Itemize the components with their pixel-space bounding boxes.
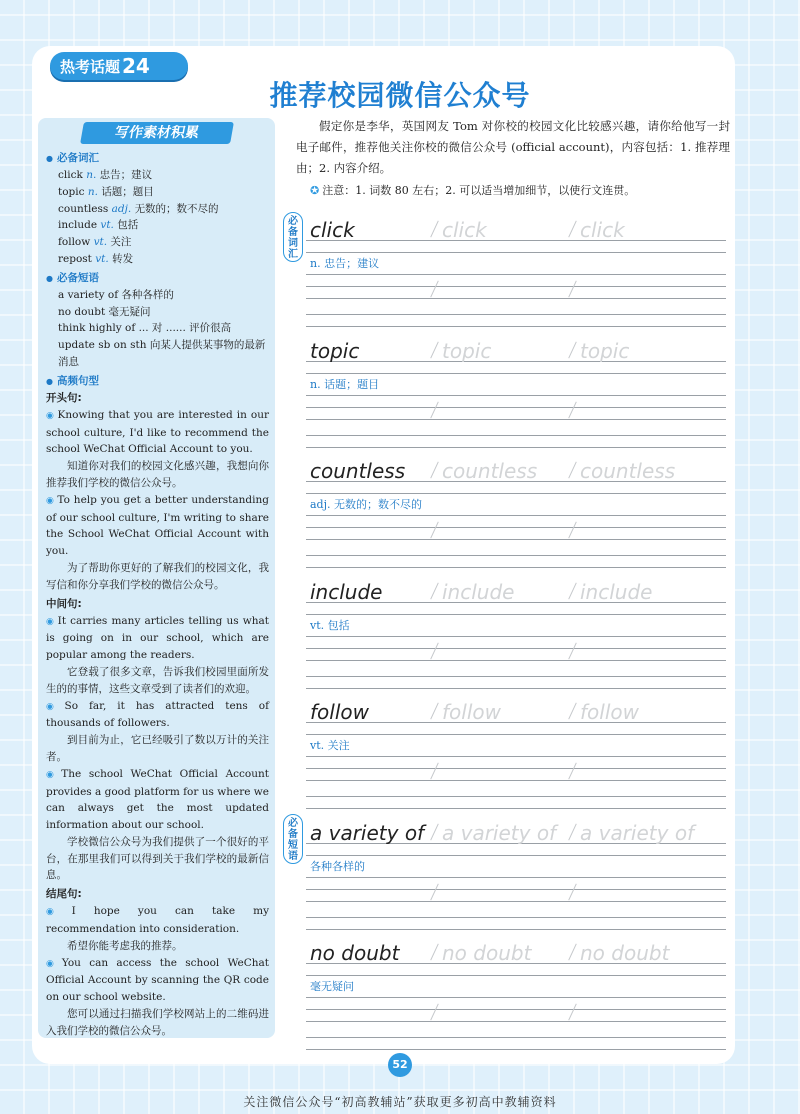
practice-word: follow xyxy=(310,700,369,724)
ruled-lines xyxy=(306,698,726,816)
sentence-item xyxy=(38,698,275,766)
badge-label: 热考话题 xyxy=(60,57,121,76)
ruled-line xyxy=(306,326,726,327)
writing-prompt: 假定你是李华，英国网友 Tom 对你校的校园文化比较感兴趣，请你给他写一封电子邮件，推荐他关注你校的微信公众号 (official account)，内容包括：1. 推荐理由；2. 内容介绍。 xyxy=(296,119,730,175)
practice-block xyxy=(306,216,726,334)
middle-sentences xyxy=(38,613,275,885)
ruled-line xyxy=(306,636,726,637)
ruled-lines xyxy=(306,337,726,455)
sentence-zh: 希望你能考虑我的推荐。 xyxy=(67,939,183,952)
ruled-line xyxy=(306,274,726,275)
ruled-line xyxy=(306,780,726,781)
practice-block xyxy=(306,457,726,575)
practice-meaning: adj. 无数的；数不尽的 xyxy=(310,498,423,511)
vocab-word: follow xyxy=(58,236,91,249)
page-title: 推荐校园微信公众号 xyxy=(269,79,531,112)
tag-char: 必 xyxy=(288,216,298,227)
practice-block xyxy=(306,939,726,1057)
ruled-line xyxy=(306,515,726,516)
ruled-line xyxy=(306,722,726,723)
ruled-line xyxy=(306,493,726,494)
vocab-tag xyxy=(283,212,303,262)
trace-word: no doubt xyxy=(442,941,532,965)
ruled-line xyxy=(306,855,726,856)
ruled-line xyxy=(306,1049,726,1050)
vocab-list xyxy=(38,167,275,268)
ruled-line xyxy=(306,734,726,735)
ruled-line xyxy=(306,298,726,299)
ending-sentences xyxy=(38,903,275,1038)
phrase-heading: ● 必备短语 xyxy=(46,270,275,285)
ruled-line xyxy=(306,567,726,568)
sentence-item xyxy=(38,955,275,1038)
sentence-heading: ● 高频句型 xyxy=(46,373,275,388)
ruled-line xyxy=(306,314,726,315)
ruled-line xyxy=(306,929,726,930)
ruled-line xyxy=(306,660,726,661)
vocab-word: repost xyxy=(58,252,92,265)
trace-word: topic xyxy=(580,338,630,363)
sentence-item xyxy=(38,766,275,885)
vocab-word: topic xyxy=(58,185,85,198)
vocab-item xyxy=(38,217,275,234)
vocab-heading: ● 必备词汇 xyxy=(46,150,275,165)
tag-char: 短 xyxy=(288,840,298,851)
ruled-line xyxy=(306,1037,726,1038)
ruled-line xyxy=(306,676,726,677)
sentence-zh: 为了帮助你更好的了解我们的校园文化，我写信和你分享我们学校的微信公众号。 xyxy=(46,561,269,591)
ruled-line xyxy=(306,555,726,556)
ruled-line xyxy=(306,768,726,769)
sidebar-header: 写作素材积累 xyxy=(80,122,234,144)
sentence-en: ◉ I hope you can take my recommendation into consideration. xyxy=(46,905,269,935)
vocab-meaning: 包括 xyxy=(117,219,139,232)
sentence-en: ◉ It carries many articles telling us what is going on in our school, which are popular among the readers. xyxy=(46,615,269,662)
vocab-meaning: 话题；题目 xyxy=(101,185,154,198)
ruled-line xyxy=(306,975,726,976)
opening-sentences xyxy=(38,407,275,594)
practice-block xyxy=(306,819,726,937)
vocab-item xyxy=(38,201,275,218)
ruled-line xyxy=(306,527,726,528)
tag-char: 备 xyxy=(288,829,298,840)
tag-char: 词 xyxy=(288,238,298,249)
practice-block xyxy=(306,698,726,816)
ruled-line xyxy=(306,286,726,287)
sentence-zh: 学校微信公众号为我们提供了一个很好的平台，在那里我们可以得到关于我们学校的最新信息。 xyxy=(46,835,269,882)
tag-char: 必 xyxy=(288,818,298,829)
practice-meaning: n. 话题；题目 xyxy=(310,377,380,391)
practice-meaning: vt. 关注 xyxy=(310,739,350,752)
star-icon: ✪ xyxy=(310,184,320,197)
trace-word: include xyxy=(580,579,653,604)
practice-meaning: 各种各样的 xyxy=(310,859,365,873)
vocab-pos: vt. xyxy=(93,236,108,249)
sentence-item xyxy=(38,613,275,698)
practice-word: click xyxy=(310,218,355,242)
sentence-en: ◉ So far, it has attracted tens of thousands of followers. xyxy=(46,700,269,730)
tag-char: 语 xyxy=(288,851,298,862)
tag-char: 汇 xyxy=(288,249,298,260)
ruled-line xyxy=(306,435,726,436)
ruled-line xyxy=(306,796,726,797)
phrase-item: update sb on sth 向某人提供某事物的最新消息 xyxy=(58,339,266,368)
practice-word: topic xyxy=(310,338,360,363)
practice-meaning: n. 忠告；建议 xyxy=(310,257,380,270)
trace-word: a variety of xyxy=(580,820,695,845)
ruled-line xyxy=(306,407,726,408)
ruled-line xyxy=(306,997,726,998)
ruled-line xyxy=(306,373,726,374)
writing-materials-sidebar xyxy=(38,118,275,1038)
ruled-line xyxy=(306,395,726,396)
opening-heading: 开头句: xyxy=(46,391,82,404)
ruled-line xyxy=(306,419,726,420)
practice-meaning: vt. 包括 xyxy=(310,618,350,632)
practice-word: countless xyxy=(310,459,406,483)
practice-word: a variety of xyxy=(310,820,425,845)
ending-heading: 结尾句: xyxy=(46,888,82,901)
sentence-zh: 知道你对我们的校园文化感兴趣，我想向你推荐我们学校的微信公众号。 xyxy=(46,460,269,489)
badge-number: 24 xyxy=(122,54,150,78)
page-number: 52 xyxy=(388,1053,412,1077)
sentence-zh: 它登载了很多文章，告诉我们校园里面所发生的的事情，这些文章受到了读者们的欢迎。 xyxy=(46,665,269,695)
trace-word: include xyxy=(442,579,515,604)
writing-note xyxy=(310,182,635,198)
ruled-line xyxy=(306,614,726,615)
vocab-pos: n. xyxy=(87,185,98,198)
trace-word: countless xyxy=(580,459,676,483)
trace-word: follow xyxy=(580,700,639,724)
sentence-en: ◉ The school WeChat Official Account provides a good platform for us where we can always get the most updated information about our school. xyxy=(46,768,269,831)
practice-block xyxy=(306,337,726,455)
ruled-lines xyxy=(306,216,726,334)
ruled-line xyxy=(306,889,726,890)
practice-meaning: 毫无疑问 xyxy=(310,980,354,993)
ruled-line xyxy=(306,901,726,902)
vocab-word: include xyxy=(58,219,98,232)
practice-word: include xyxy=(310,579,383,604)
trace-word: click xyxy=(580,218,625,242)
trace-word: a variety of xyxy=(442,820,557,845)
sentence-item xyxy=(38,407,275,492)
ruled-line xyxy=(306,252,726,253)
practice-word: no doubt xyxy=(310,941,400,965)
ruled-line xyxy=(306,447,726,448)
sentence-en: ◉ To help you get a better understanding of our school culture, I'm writing to share the School WeChat Official Account with you. xyxy=(46,494,269,557)
trace-word: no doubt xyxy=(580,941,670,965)
sentence-zh: 到目前为止，它已经吸引了数以万计的关注者。 xyxy=(46,734,269,763)
sentence-item xyxy=(38,903,275,954)
phrase-list xyxy=(38,287,275,371)
vocab-item xyxy=(38,251,275,268)
sentence-en: ◉ Knowing that you are interested in our school culture, I'd like to recommend the school WeChat Official Account to you. xyxy=(46,409,269,456)
tag-char: 备 xyxy=(288,227,298,238)
ruled-line xyxy=(306,877,726,878)
phrase-item: think highly of ... 对 ...... 评价很高 xyxy=(58,322,232,335)
vocab-meaning: 无数的；数不尽的 xyxy=(134,202,219,215)
ruled-line xyxy=(306,648,726,649)
vocab-word: click xyxy=(58,169,83,181)
vocab-pos: n. xyxy=(86,169,97,181)
vocab-pos: adj. xyxy=(111,202,132,215)
sentence-item xyxy=(38,492,275,594)
trace-word: follow xyxy=(442,700,501,724)
ruled-line xyxy=(306,361,726,362)
vocab-meaning: 忠告；建议 xyxy=(99,169,153,181)
ruled-line xyxy=(306,1021,726,1022)
vocab-item xyxy=(38,234,275,251)
ruled-line xyxy=(306,808,726,809)
footer-note: 关注微信公众号“初高教辅站”获取更多初高中教辅资料 xyxy=(243,1095,557,1109)
phrase-tag xyxy=(283,814,303,864)
vocab-pos: vt. xyxy=(100,219,114,232)
vocab-meaning: 转发 xyxy=(112,252,134,265)
ruled-line xyxy=(306,240,726,241)
ruled-line xyxy=(306,1009,726,1010)
sentence-zh: 您可以通过扫描我们学校网站上的二维码进入我们学校的微信公众号。 xyxy=(46,1008,269,1037)
vocab-item xyxy=(38,167,275,184)
ruled-line xyxy=(306,917,726,918)
ruled-line xyxy=(306,688,726,689)
practice-block xyxy=(306,578,726,696)
sentence-en: ◉ You can access the school WeChat Official Account by scanning the QR code on our school website. xyxy=(46,957,269,1004)
note-text: 注意：1. 词数 80 左右；2. 可以适当增加细节，以使行文连贯。 xyxy=(322,184,636,197)
ruled-line xyxy=(306,539,726,540)
vocab-item xyxy=(38,184,275,201)
trace-word: countless xyxy=(442,459,538,483)
vocab-meaning: 关注 xyxy=(110,236,132,249)
trace-word: topic xyxy=(442,338,492,363)
trace-word: click xyxy=(442,218,487,242)
phrase-item: no doubt 毫无疑问 xyxy=(58,305,151,318)
phrase-item: a variety of 各种各样的 xyxy=(58,288,174,301)
ruled-line xyxy=(306,756,726,757)
middle-heading: 中间句: xyxy=(46,597,82,610)
vocab-pos: vt. xyxy=(95,252,109,265)
vocab-word: countless xyxy=(58,202,109,215)
